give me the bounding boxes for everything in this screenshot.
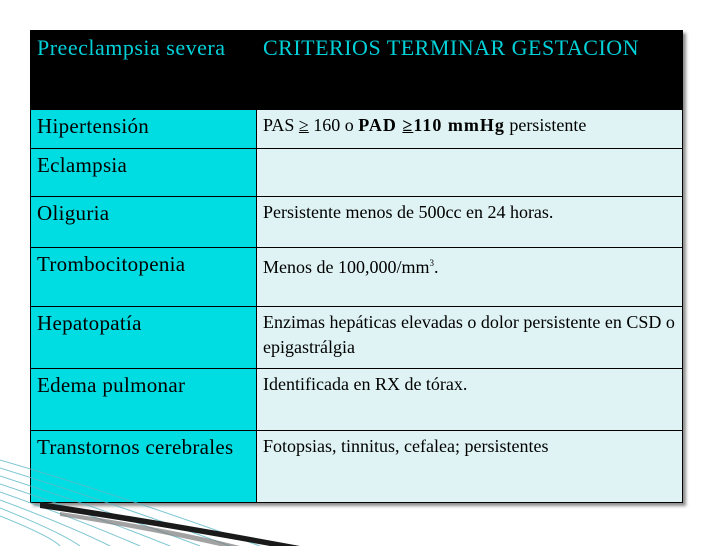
row-value: Enzimas hepáticas elevadas o dolor persistente en CSD o epigastrálgia (257, 306, 683, 368)
table-row (31, 109, 683, 148)
value-text: . (434, 256, 439, 277)
row-label: Transtornos cerebrales (31, 430, 257, 502)
table-row (31, 369, 683, 430)
value-text: persistente (504, 114, 587, 135)
table-row (31, 306, 683, 368)
header-cell-criteria: CRITERIOS TERMINAR GESTACION (257, 31, 683, 110)
superscript: 3 (429, 257, 434, 268)
row-value (257, 247, 683, 306)
criteria-table (30, 30, 683, 503)
table-header-row (31, 31, 683, 110)
row-label: Hipertensión (31, 109, 257, 148)
row-value: Identificada en RX de tórax. (257, 369, 683, 430)
value-bold: 110 mmHg (413, 114, 505, 135)
table-row (31, 247, 683, 306)
dark-swoosh (40, 502, 300, 546)
value-text: 160 o (308, 114, 359, 135)
row-value: Persistente menos de 500cc en 24 horas. (257, 197, 683, 247)
row-label: Hepatopatía (31, 306, 257, 368)
header-cell-condition: Preeclampsia severa (31, 31, 257, 110)
geq-symbol: ≥ (298, 114, 309, 135)
table-row (31, 149, 683, 197)
value-text: Menos de 100,000/mm (263, 256, 430, 277)
row-value-clip (263, 113, 676, 141)
value-bold: PAD (358, 114, 403, 135)
slide-decoration-swoosh (0, 450, 728, 546)
row-label: Trombocitopenia (31, 247, 257, 306)
table-row (31, 197, 683, 247)
row-label: Eclampsia (31, 149, 257, 197)
row-label: Edema pulmonar (31, 369, 257, 430)
value-text: PAS (263, 114, 299, 135)
row-label: Oliguria (31, 197, 257, 247)
row-value (257, 109, 683, 148)
row-value (257, 149, 683, 197)
row-value: Fotopsias, tinnitus, cefalea; persistentes (257, 430, 683, 502)
geq-symbol: ≥ (402, 114, 414, 135)
